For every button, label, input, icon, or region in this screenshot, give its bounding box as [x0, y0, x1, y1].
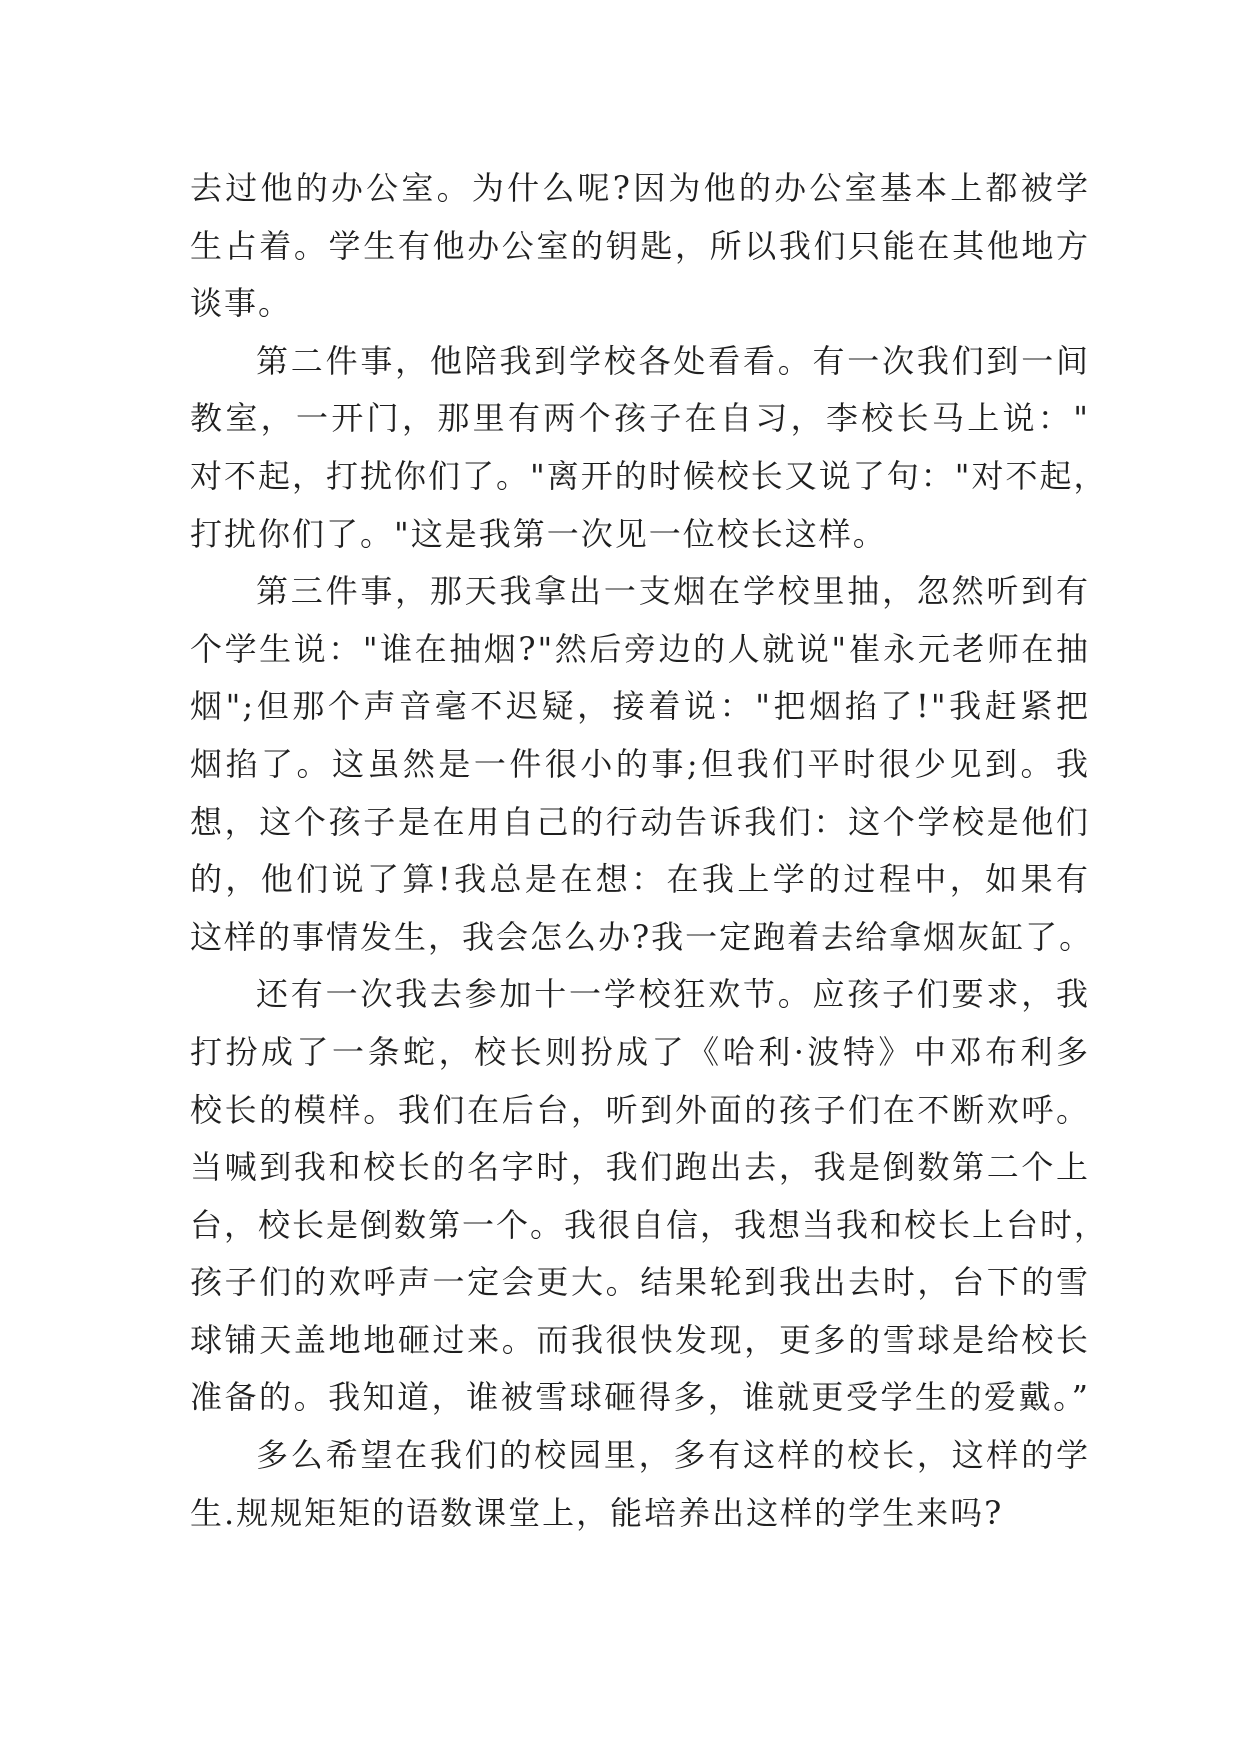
- text-line: 烟";但那个声音毫不迟疑，接着说："把烟掐了!"我赶紧把: [190, 687, 1090, 726]
- text-line: 准备的。我知道，谁被雪球砸得多，谁就更受学生的爱戴。”: [190, 1378, 1090, 1417]
- text-line: 打扰你们了。"这是我第一次见一位校长这样。: [190, 514, 887, 553]
- paragraph-start-line: 还有一次我去参加十一学校狂欢节。应孩子们要求，我: [256, 975, 1090, 1014]
- text-line: 谈事。: [190, 284, 293, 323]
- paragraph-start-line: 第三件事，那天我拿出一支烟在学校里抽，忽然听到有: [256, 572, 1090, 611]
- text-line: 教室，一开门，那里有两个孩子在自习，李校长马上说：": [190, 399, 1090, 438]
- paragraph-start-line: 第二件事，他陪我到学校各处看看。有一次我们到一间: [256, 341, 1090, 380]
- paragraph-start-line: 多么希望在我们的校园里，多有这样的校长，这样的学: [256, 1436, 1090, 1475]
- text-line: 台，校长是倒数第一个。我很自信，我想当我和校长上台时，: [190, 1205, 1109, 1244]
- body-text: [190, 160, 1109, 1542]
- text-line: 去过他的办公室。为什么呢?因为他的办公室基本上都被学: [190, 169, 1090, 207]
- text-line: 孩子们的欢呼声一定会更大。结果轮到我出去时，台下的雪: [190, 1263, 1090, 1302]
- text-line: 生.规规矩矩的语数课堂上，能培养出这样的学生来吗?: [190, 1493, 1004, 1532]
- text-line: 这样的事情发生，我会怎么办?我一定跑着去给拿烟灰缸了。: [190, 917, 1094, 956]
- text-line: 的，他们说了算!我总是在想：在我上学的过程中，如果有: [190, 860, 1090, 899]
- text-line: 当喊到我和校长的名字时，我们跑出去，我是倒数第二个上: [190, 1148, 1090, 1187]
- text-line: 生占着。学生有他办公室的钥匙，所以我们只能在其他地方: [190, 226, 1090, 265]
- text-line: 想，这个孩子是在用自己的行动告诉我们：这个学校是他们: [190, 802, 1090, 841]
- text-line: 校长的模样。我们在后台，听到外面的孩子们在不断欢呼。: [190, 1090, 1090, 1129]
- text-line: 打扮成了一条蛇，校长则扮成了《哈利·波特》中邓布利多: [190, 1032, 1090, 1071]
- text-line: 对不起，打扰你们了。"离开的时候校长又说了句："对不起，: [190, 456, 1108, 495]
- text-line: 个学生说："谁在抽烟?"然后旁边的人就说"崔永元老师在抽: [190, 629, 1090, 668]
- text-line: 烟掐了。这虽然是一件很小的事;但我们平时很少见到。我: [190, 744, 1090, 783]
- text-line: 球铺天盖地地砸过来。而我很快发现，更多的雪球是给校长: [190, 1320, 1090, 1359]
